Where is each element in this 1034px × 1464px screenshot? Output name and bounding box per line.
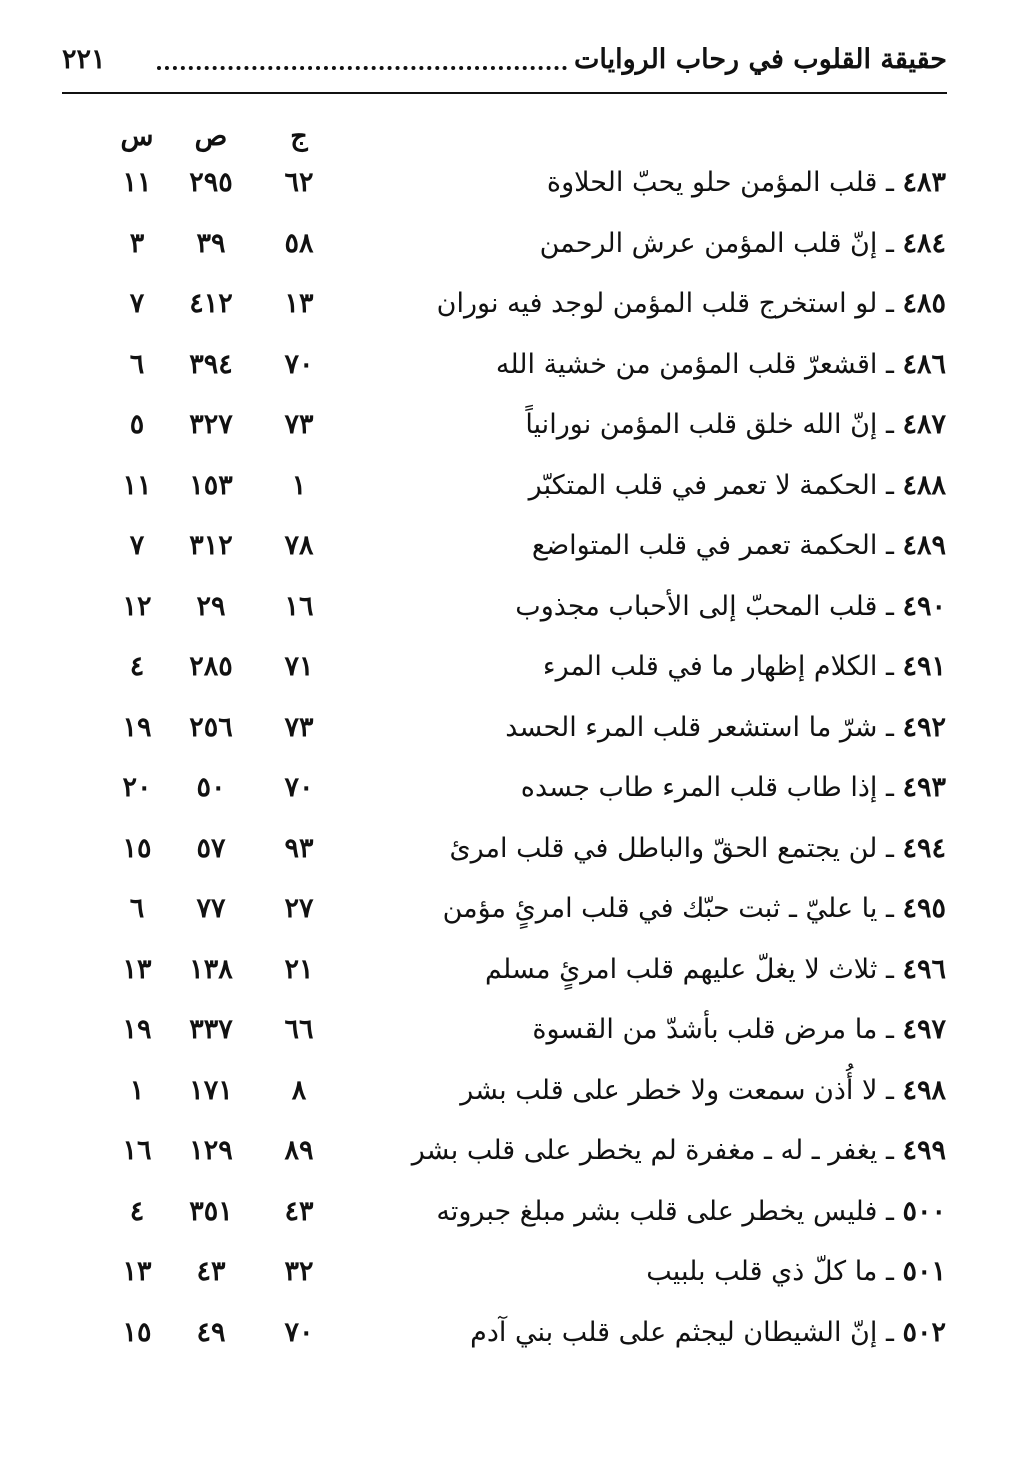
entry-title [406,1187,946,1237]
part-cell: ٦٦ [284,1014,314,1045]
column-headers [0,112,1034,162]
page-cell: ٢٩ [196,590,226,622]
page-cell: ٣٥١ [189,1195,233,1227]
part-cell: ٧٨ [284,530,314,561]
line-cell: ١١ [122,167,152,198]
index-row [0,884,1034,934]
entry-number: ٥٠٢ [902,1316,946,1348]
entry-number: ٤٨٣ [902,167,946,198]
entry-title [406,279,946,329]
index-row [0,279,1034,329]
page-cell: ٢٨٥ [189,651,233,682]
entry-title [406,1066,946,1116]
page-cell: ١٥٣ [189,469,233,501]
entry-title [406,884,946,934]
line-cell: ١٥ [122,832,152,864]
entry-title [406,219,946,269]
entry-text: ـ يغفر ـ له ـ مغفرة لم يخطر على قلب بشر [411,1135,894,1166]
entry-text: ـ شرّ ما استشعر قلب المرء الحسد [505,711,894,743]
entry-title [406,1308,946,1358]
entry-number: ٥٠١ [902,1256,946,1287]
part-cell: ٢١ [284,953,314,985]
page-cell: ٤١٢ [189,288,233,319]
index-row [0,340,1034,390]
line-cell: ٣ [129,227,145,259]
entry-number: ٤٩٤ [902,832,946,864]
line-cell: ١٣ [122,953,152,985]
leader-dots [157,66,567,70]
entry-number: ٤٨٦ [902,348,946,380]
entry-number: ٤٩٩ [902,1135,946,1166]
index-row [0,642,1034,692]
part-cell: ٤٣ [284,1195,314,1227]
column-header-part: ج [290,121,308,152]
entry-text: ـ فليس يخطر على قلب بشر مبلغ جبروته [436,1195,894,1227]
entry-number: ٤٨٩ [902,530,946,561]
index-row [0,521,1034,571]
part-cell: ٩٣ [284,832,314,864]
page-cell: ١٧١ [189,1074,233,1106]
part-cell: ١٦ [284,590,314,622]
line-cell: ١٢ [122,590,152,622]
part-cell: ٨ [291,1074,307,1106]
line-cell: ٦ [129,893,145,924]
entry-text: ـ إنّ الله خلق قلب المؤمن نورانياً [525,409,894,440]
page-cell: ٣٢٧ [189,409,233,440]
line-cell: ٧ [129,530,145,561]
entry-number: ٤٩٣ [902,772,946,803]
page-cell: ١٢٩ [189,1135,233,1166]
page-cell: ٣٩٤ [189,348,233,380]
index-row [0,461,1034,511]
entry-text: ـ إنّ الشيطان ليجثم على قلب بني آدم [470,1316,894,1348]
line-cell: ٧ [129,288,145,319]
line-cell: ٤ [129,651,145,682]
entry-text: ـ لو استخرج قلب المؤمن لوجد فيه نوران [436,288,894,319]
entry-number: ٥٠٠ [902,1195,946,1227]
part-cell: ٢٧ [284,893,314,924]
entry-number: ٤٨٥ [902,288,946,319]
entry-text: ـ إذا طاب قلب المرء طاب جسده [520,772,894,803]
entry-text: ـ اقشعرّ قلب المؤمن من خشية الله [495,348,894,380]
entry-number: ٤٩٥ [902,893,946,924]
entry-number: ٤٨٤ [902,227,946,259]
part-cell: ٨٩ [284,1135,314,1166]
part-cell: ٥٨ [284,227,314,259]
page-number: ٢٢١ [62,44,106,75]
part-cell: ٧٣ [284,711,314,743]
entry-text: ـ الكلام إظهار ما في قلب المرء [542,651,894,682]
line-cell: ١٦ [122,1135,152,1166]
index-row [0,582,1034,632]
entry-text: ـ إنّ قلب المؤمن عرش الرحمن [539,227,894,259]
page-cell: ٣٣٧ [189,1014,233,1045]
page-cell: ٥٠ [196,772,226,803]
line-cell: ١٥ [122,1316,152,1348]
index-row [0,763,1034,813]
entry-text: ـ الحكمة تعمر في قلب المتواضع [531,530,894,561]
page-cell: ٢٩٥ [189,167,233,198]
line-cell: ١ [129,1074,145,1106]
line-cell: ٢٠ [122,772,152,803]
line-cell: ١١ [122,469,152,501]
part-cell: ٧٣ [284,409,314,440]
entry-number: ٤٩٨ [902,1074,946,1106]
part-cell: ٧٠ [284,1316,314,1348]
entry-number: ٤٩١ [902,651,946,682]
index-row [0,158,1034,208]
part-cell: ١ [291,469,307,501]
entry-text: ـ ما كلّ ذي قلب بلبيب [646,1256,894,1287]
entry-number: ٤٨٧ [902,409,946,440]
entry-number: ٤٩٦ [902,953,946,985]
line-cell: ١٣ [122,1256,152,1287]
page-cell: ١٣٨ [189,953,233,985]
entry-title [406,400,946,450]
entry-title [406,461,946,511]
page-cell: ٣٩ [196,227,226,259]
entry-title [406,945,946,995]
index-row [0,1066,1034,1116]
entry-title [406,158,946,208]
page-header [62,36,947,94]
page-cell: ٢٥٦ [189,711,233,743]
part-cell: ١٣ [284,288,314,319]
entry-text: ـ ما مرض قلب بأشدّ من القسوة [532,1014,894,1045]
index-row [0,1187,1034,1237]
entry-text: ـ لن يجتمع الحقّ والباطل في قلب امرئ [449,832,894,864]
entry-text: ـ قلب المحبّ إلى الأحباب مجذوب [515,590,894,622]
entry-text: ـ الحكمة لا تعمر في قلب المتكبّر [528,469,894,501]
index-row [0,219,1034,269]
entry-title [406,582,946,632]
entry-title [406,340,946,390]
part-cell: ٧٠ [284,772,314,803]
column-header-line: س [120,121,154,152]
part-cell: ٦٢ [284,167,314,198]
entry-title [406,824,946,874]
entry-title [406,1126,946,1176]
index-row [0,945,1034,995]
line-cell: ٥ [129,409,145,440]
page-cell: ٣١٢ [189,530,233,561]
line-cell: ١٩ [122,1014,152,1045]
line-cell: ١٩ [122,711,152,743]
index-row [0,703,1034,753]
entry-title [406,521,946,571]
page-cell: ٥٧ [196,832,226,864]
part-cell: ٧١ [284,651,314,682]
entry-number: ٤٨٨ [902,469,946,501]
part-cell: ٧٠ [284,348,314,380]
index-row [0,1247,1034,1297]
entry-text: ـ لا أُذن سمعت ولا خطر على قلب بشر [460,1074,894,1106]
entry-number: ٤٩٠ [902,590,946,622]
entry-text: ـ قلب المؤمن حلو يحبّ الحلاوة [546,167,894,198]
entry-title [406,763,946,813]
page-cell: ٤٣ [196,1256,226,1287]
column-header-page: ص [194,121,228,152]
entry-text: ـ ثلاث لا يغلّ عليهم قلب امرئٍ مسلم [485,953,894,985]
running-title: حقيقة القلوب في رحاب الروايات [573,44,947,75]
page-cell: ٧٧ [196,893,226,924]
entry-title [406,703,946,753]
line-cell: ٦ [129,348,145,380]
index-row [0,824,1034,874]
entry-number: ٤٩٧ [902,1014,946,1045]
line-cell: ٤ [129,1195,145,1227]
entry-title [406,642,946,692]
entry-text: ـ يا عليّ ـ ثبت حبّك في قلب امرئٍ مؤمن [442,893,894,924]
index-row [0,1308,1034,1358]
part-cell: ٣٢ [284,1256,314,1287]
page-cell: ٤٩ [196,1316,226,1348]
entry-title [406,1247,946,1297]
index-row [0,1126,1034,1176]
index-row [0,400,1034,450]
entry-title [406,1005,946,1055]
index-row [0,1005,1034,1055]
entry-number: ٤٩٢ [902,711,946,743]
